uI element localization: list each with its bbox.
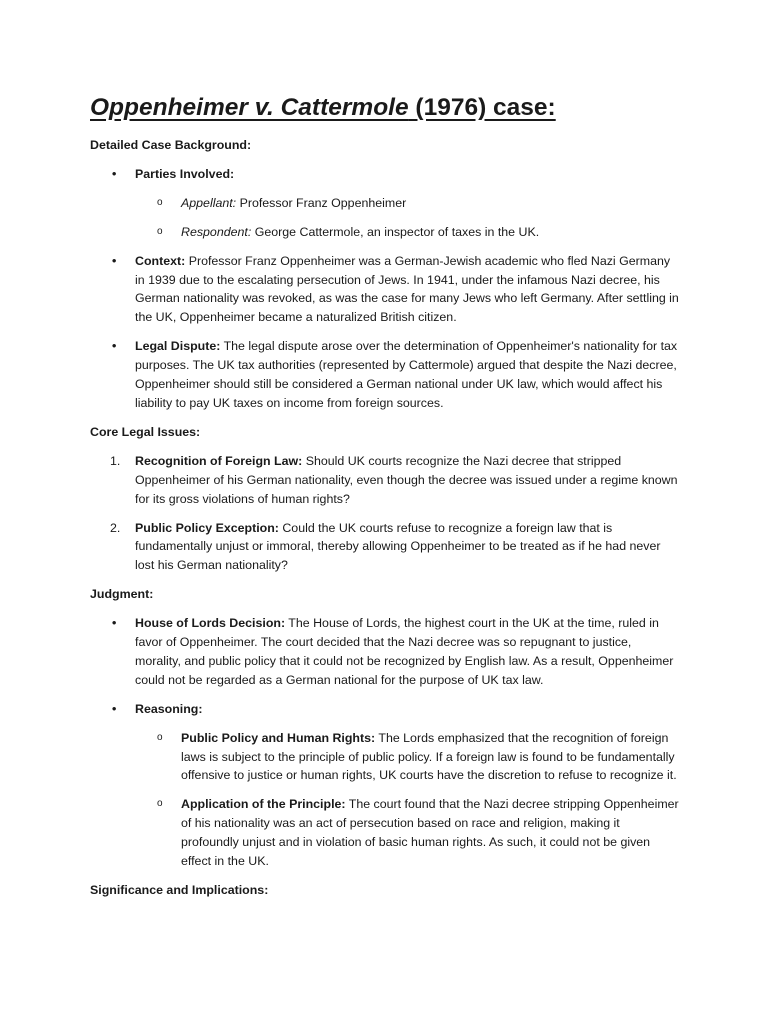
issue2-text: Could the UK courts refuse to recognize a foreign law that is fundamentally unjust or immoral, thereby allowing Oppenheimer to be treated as if he had never lost his German nationality? bbox=[135, 520, 661, 573]
policy-item bbox=[135, 729, 680, 786]
principle-label: Application of the Principle: bbox=[181, 797, 346, 812]
context-label: Context: bbox=[135, 253, 186, 268]
sub-bullet-marker: o bbox=[157, 225, 163, 237]
list-number: 2. bbox=[110, 520, 121, 535]
document-body bbox=[90, 136, 680, 910]
background-list bbox=[90, 165, 680, 413]
significance-heading: Significance and Implications: bbox=[90, 883, 269, 897]
sub-bullet-marker: o bbox=[157, 798, 163, 810]
issue1-text: Should UK courts recognize the Nazi decree that stripped Oppenheimer of his German nationality, even though the decree was issued under a regime known for its gross violations of human rights? bbox=[135, 453, 678, 506]
appellant-text: Professor Franz Oppenheimer bbox=[236, 195, 407, 210]
bullet-marker: • bbox=[112, 253, 117, 268]
page-title bbox=[90, 92, 690, 124]
judgment-heading: Judgment: bbox=[90, 587, 154, 602]
judgment-list bbox=[90, 614, 680, 871]
issue-item-1 bbox=[90, 452, 680, 509]
reasoning-sublist bbox=[135, 729, 680, 871]
respondent-text: George Cattermole, an inspector of taxes in the UK. bbox=[251, 224, 540, 239]
appellant-label: Appellant: bbox=[181, 195, 237, 210]
list-number: 1. bbox=[110, 453, 121, 468]
decision-text: The House of Lords, the highest court in the UK at the time, ruled in favor of Oppenheimer. The court decided that the Nazi decree was so repugnant to justice, morality, and public policy that it could not be recognized by English law. As a result, Oppenheimer could not be regarded as a German national for the purpose of UK tax law. bbox=[135, 616, 674, 687]
bullet-marker: • bbox=[112, 616, 117, 631]
background-heading: Detailed Case Background: bbox=[90, 138, 252, 152]
issue2-label: Public Policy Exception: bbox=[135, 520, 279, 535]
parties-item bbox=[90, 165, 680, 242]
parties-label: Parties Involved: bbox=[135, 166, 235, 181]
bullet-marker: • bbox=[112, 701, 117, 716]
bullet-marker: • bbox=[112, 339, 117, 354]
dispute-item bbox=[90, 337, 680, 413]
principle-item bbox=[135, 795, 680, 871]
reasoning-item bbox=[90, 700, 680, 871]
decision-item bbox=[90, 614, 680, 690]
respondent-label: Respondent: bbox=[181, 224, 252, 239]
decision-label: House of Lords Decision: bbox=[135, 616, 286, 631]
policy-text: The Lords emphasized that the recognition of foreign laws is subject to the principle of public policy. If a foreign law is found to be fundamentally offensive to justice or human rights, UK courts have the discretion to refuse to recognize it. bbox=[181, 730, 677, 783]
sub-bullet-marker: o bbox=[157, 731, 163, 743]
issue1-label: Recognition of Foreign Law: bbox=[135, 453, 303, 468]
bullet-marker: • bbox=[112, 166, 117, 181]
appellant-item bbox=[135, 194, 680, 213]
reasoning-label: Reasoning: bbox=[135, 701, 203, 716]
issues-heading: Core Legal Issues: bbox=[90, 424, 201, 439]
principle-text: The court found that the Nazi decree stripping Oppenheimer of his nationality was an act of persecution based on race and religion, making it profoundly unjust and in violation of basic human rights. As such, it could not be given effect in the UK. bbox=[181, 797, 679, 869]
sub-bullet-marker: o bbox=[157, 196, 163, 208]
dispute-text: The legal dispute arose over the determination of Oppenheimer's nationality for tax purposes. The UK tax authorities (represented by Cattermole) argued that despite the Nazi decree, Oppenheimer should still be considered a German national under UK law, which would affect his liability to pay UK taxes on income from foreign sources. bbox=[135, 339, 678, 410]
case-name: Oppenheimer v. Cattermole bbox=[90, 94, 409, 121]
dispute-label: Legal Dispute: bbox=[135, 339, 221, 354]
context-item bbox=[90, 252, 680, 328]
issue-item-2 bbox=[90, 519, 680, 576]
context-text: Professor Franz Oppenheimer was a German-Jewish academic who fled Nazi Germany in 1939 due to the escalating persecution of Jews. In 1941, under the infamous Nazi decree, his German nationality was revoked, as was the case for many Jews who left Germany. After settling in the UK, Oppenheimer became a naturalized British citizen. bbox=[135, 253, 679, 325]
issues-list bbox=[90, 452, 680, 575]
parties-sublist bbox=[135, 194, 680, 242]
title-suffix: (1976) case: bbox=[408, 94, 556, 121]
policy-label: Public Policy and Human Rights: bbox=[181, 730, 376, 745]
respondent-item bbox=[135, 223, 680, 242]
